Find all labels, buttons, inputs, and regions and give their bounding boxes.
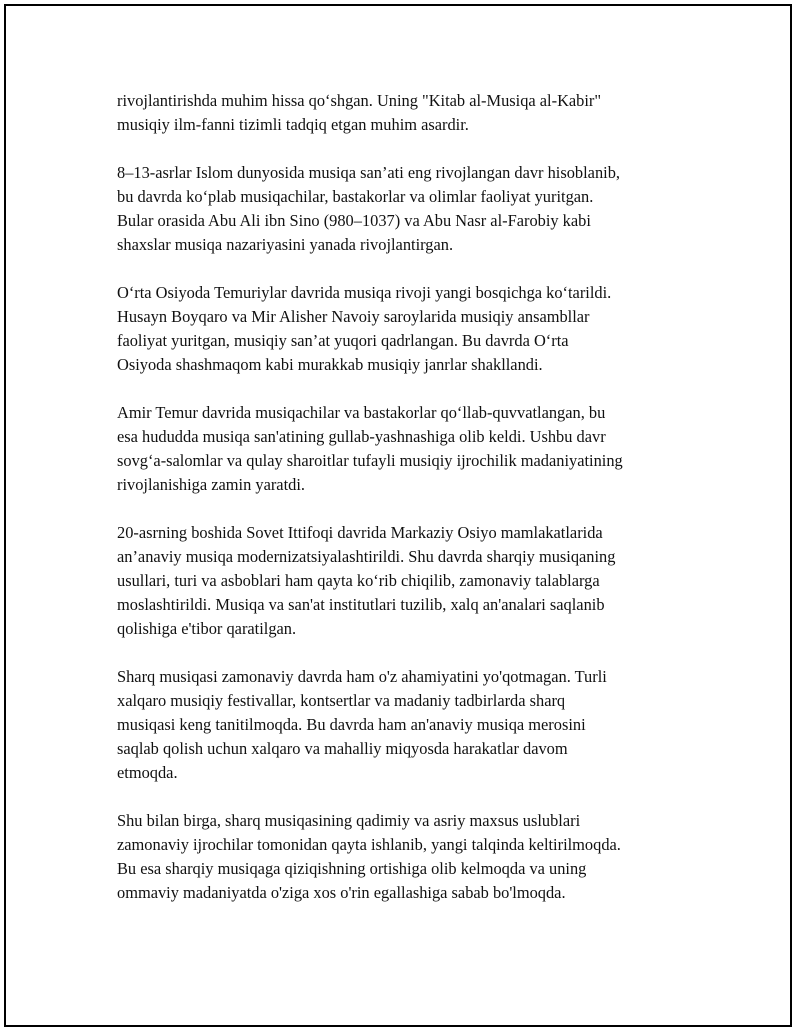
text-line: bu davrda ko‘plab musiqachilar, bastakorlar va olimlar faoliyat yuritgan. [117,187,594,206]
document-body [117,89,697,929]
text-line: usullari, turi va asboblari ham qayta ko‘rib chiqilib, zamonaviy talablarga [117,571,600,590]
text-line: etmoqda. [117,763,178,782]
text-line: esa hududda musiqa san'atining gullab-yashnashiga olib keldi. Ushbu davr [117,427,606,446]
text-line: saqlab qolish uchun xalqaro va mahalliy miqyosda harakatlar davom [117,739,568,758]
paragraph [117,809,697,905]
text-line: Bu esa sharqiy musiqaga qiziqishning ortishiga olib kelmoqda va uning [117,859,587,878]
text-line: zamonaviy ijrochilar tomonidan qayta ishlanib, yangi talqinda keltirilmoqda. [117,835,621,854]
text-line: Shu bilan birga, sharq musiqasining qadimiy va asriy maxsus uslublari [117,811,581,830]
text-line: faoliyat yuritgan, musiqiy san’at yuqori qadrlangan. Bu davrda O‘rta [117,331,569,350]
text-line: shaxslar musiqa nazariyasini yanada rivojlantirgan. [117,235,454,254]
text-line: Osiyoda shashmaqom kabi murakkab musiqiy janrlar shakllandi. [117,355,543,374]
text-line: moslashtirildi. Musiqa va san'at institutlari tuzilib, xalq an'analari saqlanib [117,595,605,614]
paragraph [117,89,697,137]
text-line: qolishiga e'tibor qaratilgan. [117,619,297,638]
text-line: xalqaro musiqiy festivallar, kontsertlar va madaniy tadbirlarda sharq [117,691,566,710]
paragraph [117,161,697,257]
text-line: rivojlanishiga zamin yaratdi. [117,475,305,494]
text-line: Bular orasida Abu Ali ibn Sino (980–1037) va Abu Nasr al-Farobiy kabi [117,211,591,230]
text-line: 20-asrning boshida Sovet Ittifoqi davrida Markaziy Osiyo mamlakatlarida [117,523,603,542]
text-line: musiqasi keng tanitilmoqda. Bu davrda ham an'anaviy musiqa merosini [117,715,586,734]
text-line: musiqiy ilm-fanni tizimli tadqiq etgan muhim asardir. [117,115,469,134]
paragraph [117,521,697,641]
paragraph [117,665,697,785]
text-line: O‘rta Osiyoda Temuriylar davrida musiqa rivoji yangi bosqichga ko‘tarildi. [117,283,612,302]
text-line: an’anaviy musiqa modernizatsiyalashtirildi. Shu davrda sharqiy musiqaning [117,547,616,566]
paragraph [117,281,697,377]
text-line: 8–13-asrlar Islom dunyosida musiqa san’ati eng rivojlangan davr hisoblanib, [117,163,620,182]
text-line: sovg‘a-salomlar va qulay sharoitlar tufayli musiqiy ijrochilik madaniyatining [117,451,623,470]
text-line: rivojlantirishda muhim hissa qo‘shgan. Uning "Kitab al-Musiqa al-Kabir" [117,91,602,110]
text-line: Husayn Boyqaro va Mir Alisher Navoiy saroylarida musiqiy ansambllar [117,307,590,326]
text-line: Sharq musiqasi zamonaviy davrda ham o'z ahamiyatini yo'qotmagan. Turli [117,667,607,686]
text-line: Amir Temur davrida musiqachilar va bastakorlar qo‘llab-quvvatlangan, bu [117,403,606,422]
text-line: ommaviy madaniyatda o'ziga xos o'rin egallashiga sabab bo'lmoqda. [117,883,566,902]
paragraph [117,401,697,497]
